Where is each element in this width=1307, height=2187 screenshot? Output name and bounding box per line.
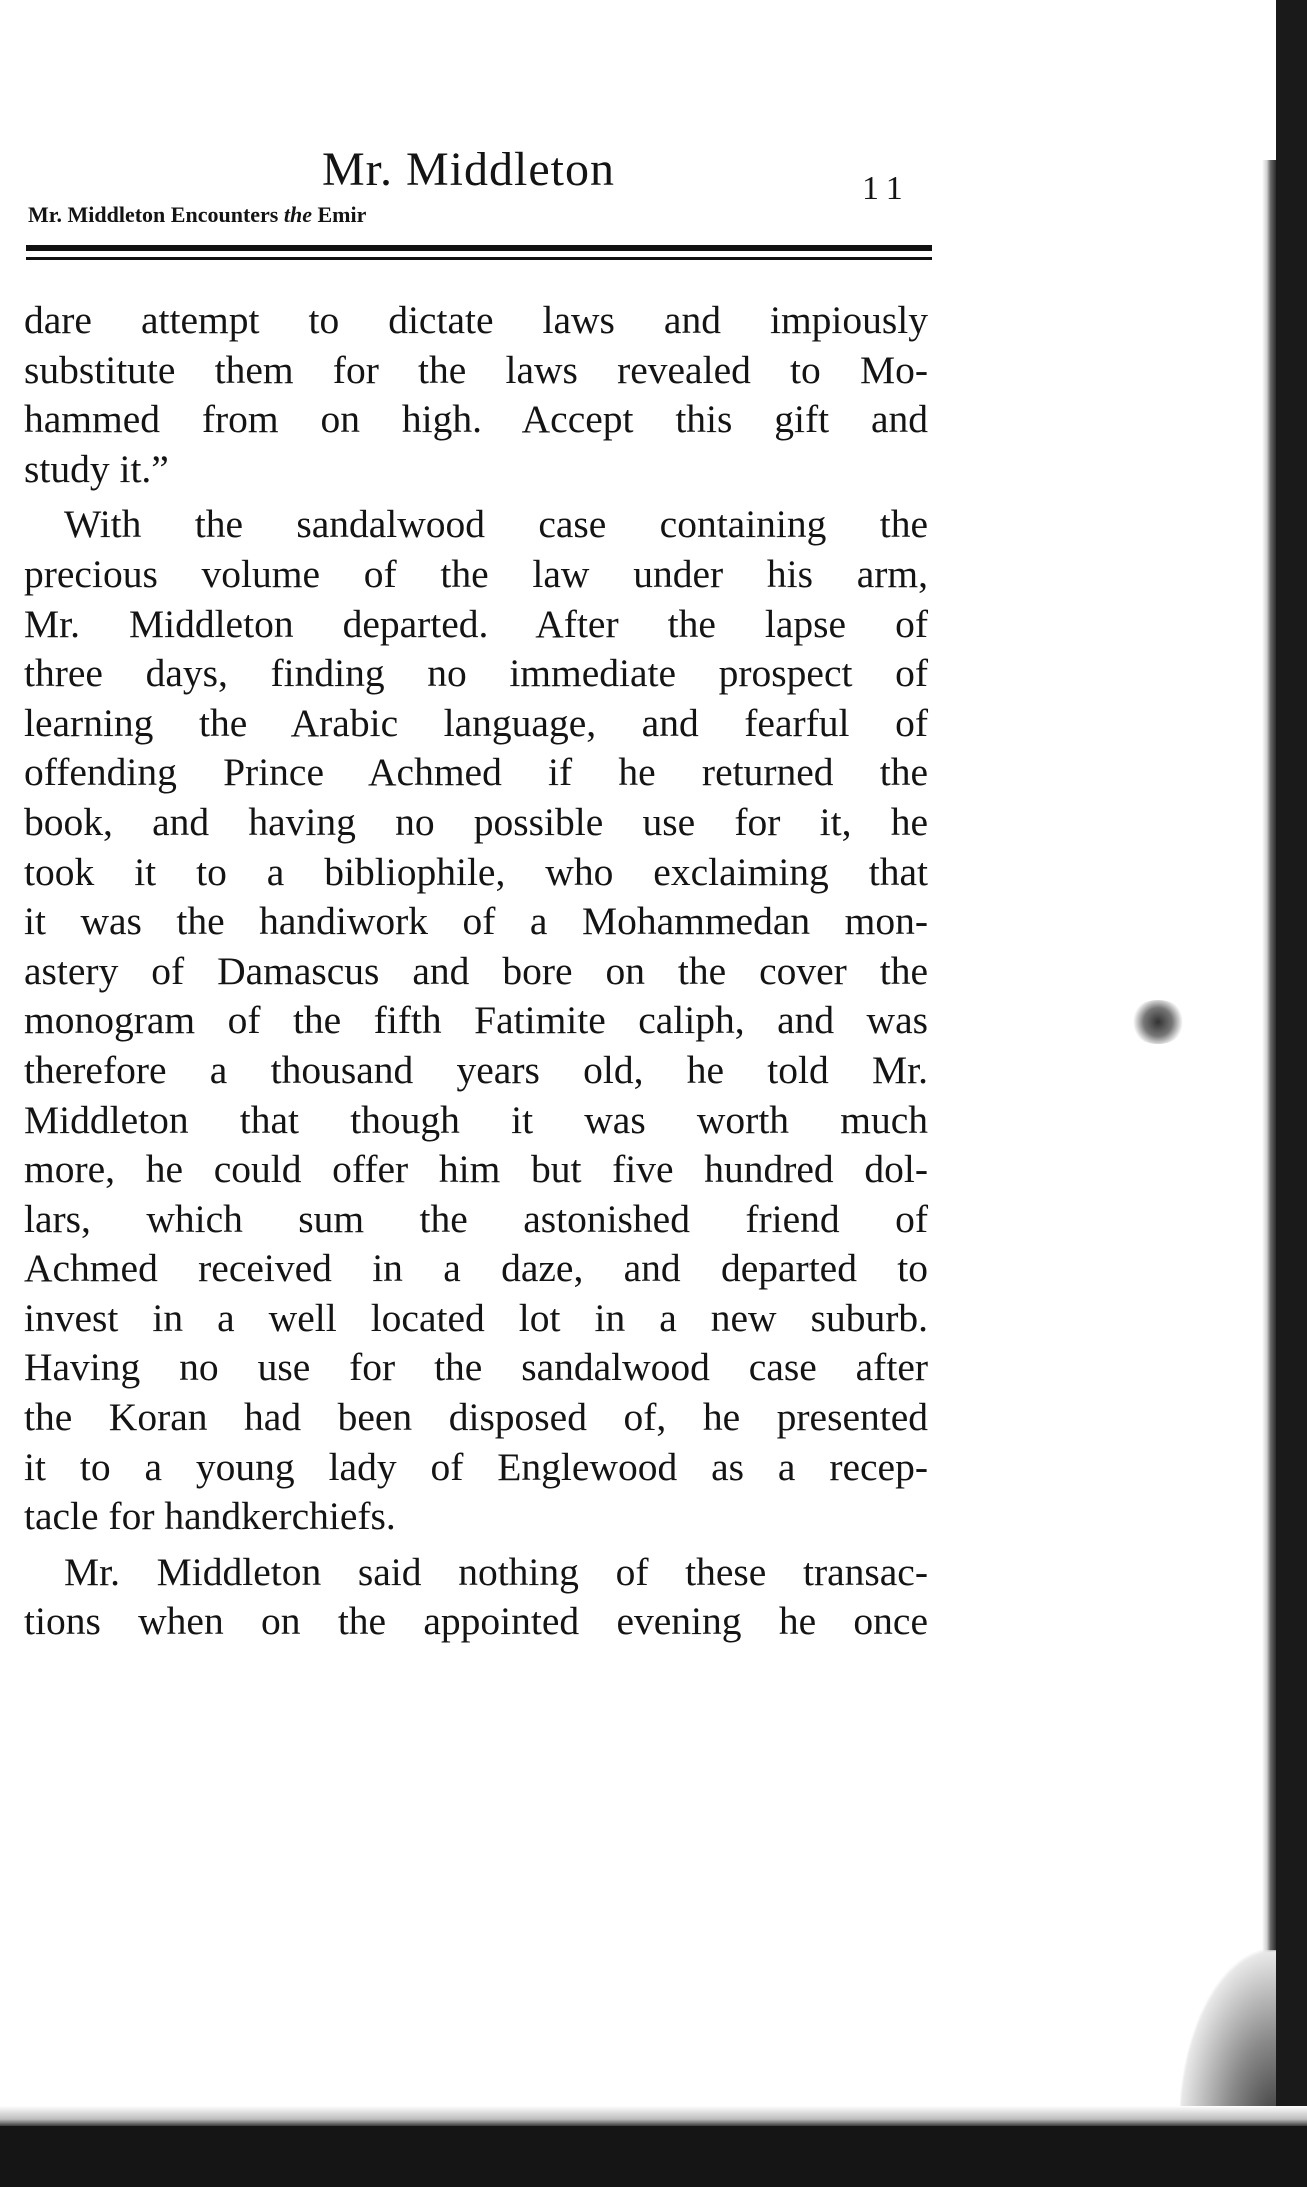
bottom-edge-fade — [0, 2106, 1307, 2128]
text-line: tions when on the appointed evening he once — [24, 1599, 928, 1644]
text-line: With the sandalwood case containing the — [64, 502, 928, 547]
text-line: substitute them for the laws revealed to Mo- — [24, 347, 928, 392]
page-number: 11 — [862, 170, 911, 207]
text-line: Achmed received in a daze, and departed to — [24, 1246, 928, 1291]
text-line: Mr. Middleton departed. After the lapse of — [24, 601, 928, 646]
paragraph-2 — [24, 500, 928, 1541]
chapter-heading-text: Mr. Middleton Encounters — [28, 202, 284, 227]
chapter-heading-italic: the — [283, 202, 312, 227]
text-line: tacle for handkerchiefs. — [24, 1494, 396, 1539]
page-edge-shadow — [1262, 160, 1276, 2080]
scan-border-bottom — [0, 2126, 1307, 2187]
text-line: monogram of the fifth Fatimite caliph, and was — [24, 998, 928, 1043]
text-line: offending Prince Achmed if he returned the — [24, 750, 928, 795]
text-line: therefore a thousand years old, he told Mr. — [24, 1047, 928, 1092]
text-line: study it.” — [24, 446, 169, 491]
text-line: more, he could offer him but five hundred dol- — [24, 1147, 928, 1192]
text-line: lars, which sum the astonished friend of — [24, 1196, 928, 1241]
paragraph-1 — [24, 296, 928, 494]
header-rule-thin — [26, 257, 932, 260]
text-line: the Koran had been disposed of, he presented — [24, 1395, 928, 1440]
text-line: dare attempt to dictate laws and impiously — [24, 298, 928, 342]
text-line: precious volume of the law under his arm, — [24, 551, 928, 596]
text-line: Middleton that though it was worth much — [24, 1097, 928, 1142]
text-line: invest in a well located lot in a new suburb. — [24, 1295, 928, 1340]
chapter-heading — [28, 204, 366, 226]
text-line: it to a young lady of Englewood as a recep- — [24, 1444, 928, 1489]
text-line: learning the Arabic language, and fearful of — [24, 700, 928, 745]
body-text — [24, 296, 928, 1653]
text-line: Mr. Middleton said nothing of these transac- — [64, 1549, 928, 1594]
text-line: Having no use for the sandalwood case after — [24, 1345, 928, 1390]
header-rule-thick — [26, 245, 932, 251]
scan-border-right — [1276, 0, 1307, 2187]
running-title: Mr. Middleton — [321, 143, 615, 196]
text-line: hammed from on high. Accept this gift and — [24, 397, 928, 442]
text-line: book, and having no possible use for it, he — [24, 799, 928, 844]
ink-blot — [1130, 1000, 1186, 1044]
chapter-heading-text-end: Emir — [311, 202, 367, 227]
page-corner-curl — [1180, 1950, 1276, 2126]
text-line: three days, finding no immediate prospect of — [24, 651, 928, 696]
text-line: took it to a bibliophile, who exclaiming that — [24, 849, 928, 894]
paragraph-3 — [24, 1548, 928, 1647]
text-line: astery of Damascus and bore on the cover the — [24, 948, 928, 993]
text-line: it was the handiwork of a Mohammedan mon- — [24, 899, 928, 944]
